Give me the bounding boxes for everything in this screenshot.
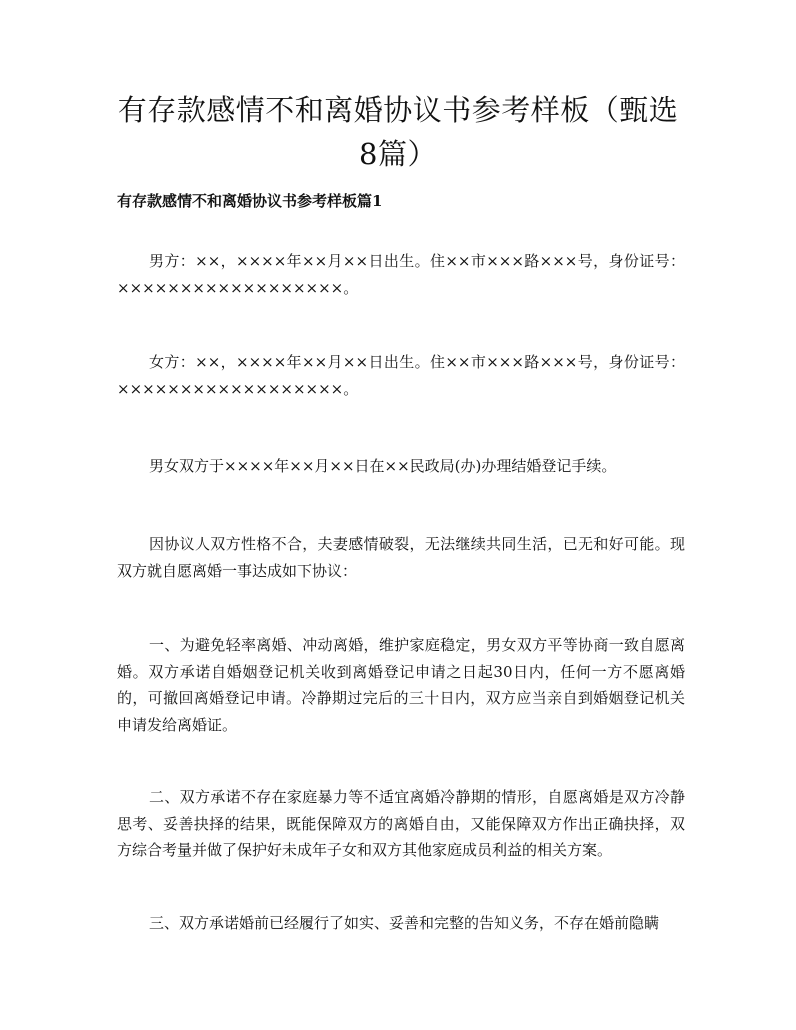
document-title: 有存款感情不和离婚协议书参考样板（甄选8篇） [117, 93, 679, 171]
paragraph-female-party: 女方：××，××××年××月××日出生。住××市×××路×××号，身份证号：××××××××××××××××××。 [117, 353, 685, 398]
paragraph-clause-3: 三、双方承诺婚前已经履行了如实、妥善和完整的告知义务，不存在婚前隐瞒 [149, 914, 660, 932]
paragraph-male-party: 男方：××，××××年××月××日出生。住××市×××路×××号，身份证号：××××××××××××××××××。 [117, 252, 685, 297]
paragraph-divorce-reason: 因协议人双方性格不合，夫妻感情破裂，无法继续共同生活，已无和好可能。现双方就自愿离婚一事达成如下协议： [117, 535, 685, 580]
paragraph-clause-2: 二、双方承诺不存在家庭暴力等不适宜离婚冷静期的情形，自愿离婚是双方冷静思考、妥善抉择的结果，既能保障双方的离婚自由，又能保障双方作出正确抉择，双方综合考量并做了保护好未成年子女和双方其他家庭成员利益的相关方案。 [117, 788, 685, 859]
paragraph-marriage-registration: 男女双方于××××年××月××日在××民政局(办)办理结婚登记手续。 [149, 457, 617, 475]
section-heading: 有存款感情不和离婚协议书参考样板篇1 [117, 192, 383, 210]
paragraph-clause-1: 一、为避免轻率离婚、冲动离婚，维护家庭稳定，男女双方平等协商一致自愿离婚。双方承诺自婚姻登记机关收到离婚登记申请之日起30日内，任何一方不愿离婚的，可撤回离婚登记申请。冷静期过完后的三十日内，双方应当亲自到婚姻登记机关申请发给离婚证。 [117, 636, 685, 734]
